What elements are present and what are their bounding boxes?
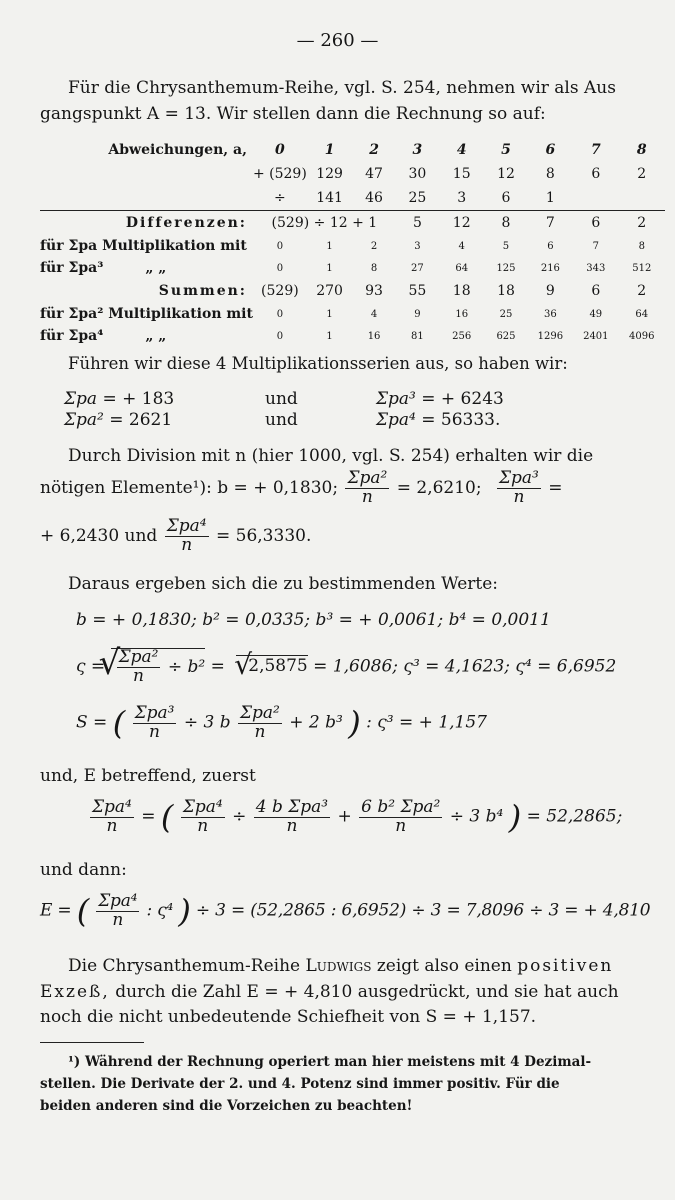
fraction-pa3: $\frac{\text{Σpa³}}{n}$ [499,468,539,507]
header-cell: 4 [456,142,467,158]
header-cell: 8 [636,142,647,158]
fraction-pa2: $\frac{\text{Σpa²}}{n}$ [240,702,280,742]
footnote-line-2: stellen. Die Derivate der 2. und 4. Potenz sind immer positiv. Für die [40,1076,560,1092]
minus-cell: 1 [545,190,555,206]
diff-cell: 2 [637,215,647,231]
sum-pa2: Σpa² = 2621 [64,410,173,430]
sum-pa4: Σpa⁴ = 56333. [376,410,501,430]
minus-sign: ÷ [274,190,286,206]
ditto-marks: „ „ [145,260,167,276]
header-cell: 3 [412,142,423,158]
mult-cell: 1 [326,308,333,320]
summen-cell: 270 [316,283,343,299]
diff-cell: (529) ÷ 12 + 1 [271,215,378,231]
mult-cell: 343 [586,262,606,274]
mult-cell: 0 [276,330,284,342]
und-word: und [265,410,298,430]
diff-cell: 6 [591,215,601,231]
summen-cell: (529) [261,283,299,299]
summen-cell: 9 [545,283,555,299]
mult-cell: 256 [452,330,472,342]
minus-row [40,186,665,211]
label-abweichungen: Abweichungen, a, [108,142,247,158]
mult-cell: 2401 [583,330,609,342]
mult-cell: 25 [499,308,513,320]
summen-cell: 93 [365,283,383,299]
mult-cell: 0 [276,308,284,320]
division-line-3: + 6,2430 und $\frac{\text{Σpa⁴}}{n}$ = 56,3330. [40,516,312,555]
header-cell: 0 [275,142,285,158]
skewness-line: S = ( $\frac{\text{Σpa³}}{n}$ ÷ 3 b $\frac{\text{Σpa²}}{n}$ + 2 b³ ) : ς³ = + 1,157 [76,702,487,742]
plus-cell: 8 [545,166,555,182]
minus-cell: 141 [316,190,343,206]
fraction-b-pa3: $\frac{\text{4 b Σpa³}}{n}$ [255,796,329,836]
plus-cell: 12 [497,166,515,182]
summen-cell: 55 [408,283,427,299]
mult-cell: 4 [370,308,378,320]
differenzen-row [40,211,665,236]
diff-cell: 5 [412,215,422,231]
mult-cell: 512 [632,262,652,274]
ditto-marks: „ „ [145,328,167,344]
fraction-pa4: $\frac{\text{Σpa⁴}}{n}$ [92,796,132,836]
fraction-pa4: $\frac{\text{Σpa⁴}}{n}$ [98,890,138,930]
diff-cell: 7 [545,215,555,231]
label-differenzen: Differenzen: [125,215,247,231]
mult-cell: 64 [635,308,649,320]
mult-cell: 1296 [537,330,564,342]
label-mult-pa3: für Σpa³ [40,260,104,276]
plus-cell: 2 [637,166,647,182]
plus-row [40,162,665,186]
mult-cell: 27 [411,262,424,274]
sqrt-expression: √ $\frac{\text{Σpa²}}{n}$ ÷ b² [98,643,206,686]
summen-cell: 2 [637,283,647,299]
mult-cell: 8 [638,240,645,252]
summen-cell: 6 [591,283,601,299]
plus-cell: 6 [591,166,601,182]
fraction-b2-pa2: $\frac{\text{6 b² Σpa²}}{n}$ [361,796,441,836]
sqrt-value: √ 2,5875 [234,648,308,682]
daraus-line: Daraus ergeben sich die zu bestimmenden Werte: [68,574,499,594]
summen-cell: 18 [452,283,471,299]
mult-cell: 16 [367,330,381,342]
minus-cell: 3 [457,190,467,206]
division-line-1: Durch Division mit n (hier 1000, vgl. S. 254) erhalten wir die [68,446,594,466]
header-cell: 1 [324,142,335,158]
intro-line-2: gangspunkt A = 13. Wir stellen dann die Rechnung so auf: [40,104,546,124]
sum-pa: Σpa = + 183 [64,389,175,409]
intro-line-1: Für die Chrysanthemum-Reihe, vgl. S. 254, nehmen wir als Aus [68,78,616,98]
page-number: — 260 — [296,30,379,51]
mult-cell: 16 [455,308,469,320]
mult-pa4-row [40,325,665,347]
mult-cell: 36 [544,308,557,320]
diff-cell: 12 [452,215,471,231]
plus-cell: + (529) [252,166,307,182]
fraction-pa2: $\frac{\text{Σpa²}}{n}$ [347,468,388,507]
mult-cell: 7 [592,240,599,252]
mult-cell: 6 [547,240,554,252]
mult-cell: 2 [370,240,378,252]
und-word: und [265,389,298,409]
mult-cell: 125 [496,262,516,274]
mult-pa2-row [40,303,665,325]
conclusion-line-1: Die Chrysanthemum-Reihe Ludwigs zeigt also einen positiven [68,956,614,976]
fraction-sigma: $\frac{\text{Σpa²}}{n}$ [118,647,159,686]
mult-pa3-row [40,257,665,279]
conclusion-line-2: Exzeß, durch die Zahl E = + 4,810 ausgedrückt, und sie hat auch [40,982,619,1002]
fuehren-line: Führen wir diese 4 Multiplikationsserien aus, so haben wir: [68,354,568,373]
calculation-table [40,138,665,347]
label-mult-pa4: für Σpa⁴ [40,328,104,344]
header-cell: 7 [590,142,601,158]
footnote-line-1: ¹) Während der Rechnung operiert man hier meistens mit 4 Dezimal- [68,1054,592,1070]
b-values-line: b = + 0,1830; b² = 0,0335; b³ = + 0,0061; b⁴ = 0,0011 [76,610,551,630]
und-dann: und dann: [40,860,127,880]
summen-cell: 18 [497,283,515,299]
mult-cell: 4 [458,240,465,252]
plus-cell: 15 [452,166,471,182]
excess-step-line: $\frac{\text{Σpa⁴}}{n}$ = ( $\frac{\text{Σpa⁴}}{n}$ ÷ $\frac{\text{4 b Σpa³}}{n}$ + $\frac{\text{6 b² Σpa²}}{n}$ ÷ 3 b⁴ ) = 52,2865; [92,796,623,836]
plus-cell: 30 [408,166,427,182]
excess-result-line: E = ( $\frac{\text{Σpa⁴}}{n}$ : ς⁴ ) ÷ 3 = (52,2865 : 6,6952) ÷ 3 = 7,8096 ÷ 3 = + 4,810 [40,890,651,930]
fraction-pa4: $\frac{\text{Σpa⁴}}{n}$ [166,516,207,555]
header-cell: 6 [545,142,556,158]
mult-cell: 49 [589,308,603,320]
footnote-rule [40,1042,144,1043]
minus-cell: 6 [501,190,511,206]
plus-cell: 47 [365,166,383,182]
mult-cell: 4096 [629,330,655,342]
diff-cell: 8 [501,215,511,231]
label-summen: Summen: [158,283,247,299]
header-cell: 2 [369,142,379,158]
mult-cell: 8 [370,262,378,274]
mult-cell: 5 [502,240,510,252]
fraction-pa4: $\frac{\text{Σpa⁴}}{n}$ [182,796,223,836]
mult-cell: 1 [326,262,333,274]
conclusion-line-3: noch die nicht unbedeutende Schiefheit von S = + 1,157. [40,1007,537,1027]
mult-cell: 81 [411,330,424,342]
footnote-line-3: beiden anderen sind die Vorzeichen zu beachten! [40,1098,413,1114]
mult-cell: 625 [496,330,516,342]
minus-cell: 46 [365,190,383,206]
fraction-pa3: $\frac{\text{Σpa³}}{n}$ [134,702,175,742]
label-mult-pa2: für Σpa² Multiplikation mit [40,306,253,322]
mult-cell: 216 [540,262,560,274]
mult-cell: 3 [414,240,421,252]
mult-cell: 9 [414,308,421,320]
minus-cell: 25 [408,190,427,206]
und-e-line: und, E betreffend, zuerst [40,766,256,786]
mult-cell: 64 [455,262,469,274]
header-row [40,138,665,162]
mult-cell: 1 [326,330,333,342]
mult-cell: 1 [326,240,333,252]
sigma-line: ς = √ $\frac{\text{Σpa²}}{n}$ ÷ b² = √ 2,5875 = 1,6086; ς³ = 4,1623; ς⁴ = 6,6952 [76,643,617,686]
sum-pa3: Σpa³ = + 6243 [376,389,504,409]
mult-cell: 0 [276,240,284,252]
mult-pa-row [40,235,665,257]
mult-cell: 0 [276,262,284,274]
division-line-2: nötigen Elemente¹): b = + 0,1830; $\frac{\text{Σpa²}}{n}$ = 2,6210; $\frac{\text{Σpa³}}{n}$ = [40,468,563,507]
header-cell: 5 [501,142,511,158]
plus-cell: 129 [316,166,343,182]
label-mult-pa: für Σpa Multiplikation mit [40,238,247,254]
summen-row [40,279,665,303]
